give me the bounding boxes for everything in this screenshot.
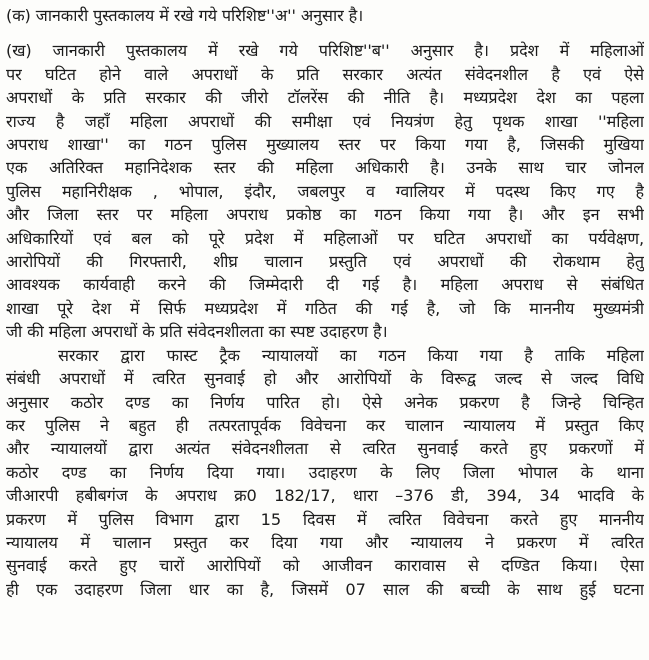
text-line: पुलिस महानिरीक्षक , भोपाल, इंदौर, जबलपुर व ग्वालियर में पदस्थ किए गए है	[6, 181, 644, 201]
text-line: जीआरपी हबीबगंज के अपराध क्र0 182/17, धारा –376 डी, 394, 34 भादवि के	[6, 486, 644, 506]
paragraph-fast-track	[6, 344, 644, 601]
paragraph-kha	[6, 39, 644, 343]
text-line: अधिकारियों एवं बल को पूरे प्रदेश में महिलाओं पर घटित अपराधों का पर्यवेक्षण,	[6, 228, 644, 248]
text-line: प्रकरण में पुलिस विभाग द्वारा 15 दिवस में त्वरित विवेचना करते हुए माननीय	[6, 509, 644, 529]
text-line: कठोर दण्ड का निर्णय दिया गया। उदाहरण के लिए जिला भोपाल के थाना	[6, 462, 644, 482]
text-line: न्यायालय में चालान प्रस्तुत कर दिया गया और न्यायालय ने प्रकरण में त्वरित	[6, 532, 644, 552]
text-line: संबंधी अपराधों में त्वरित सुनवाई हो और आरोपियों के विरूद्व जल्द से जल्द विधि	[6, 369, 644, 389]
text-line: सरकार द्वारा फास्ट ट्रैक न्यायालयों का गठन किया गया है ताकि महिला	[58, 345, 644, 365]
text-line: (ख) जानकारी पुस्तकालय में रखे गये परिशिष्ट''ब'' अनुसार है। प्रदेश में महिलाओं	[6, 41, 644, 61]
text-line: अपराध शाखा'' का गठन पुलिस मुख्यालय स्तर पर किया गया है, जिसकी मुखिया	[6, 135, 644, 155]
text-line: (क) जानकारी पुस्तकालय में रखे गये परिशिष्ट''अ'' अनुसार है।	[6, 6, 364, 25]
text-line: सुनवाई करते हुए चारों आरोपियों को आजीवन कारावास से दण्डित किया। ऐसा	[6, 556, 644, 576]
text-line: राज्य है जहाँ महिला अपराधों की समीक्षा एवं नियत्रंण हेतु पृथक शाखा ''महिला	[6, 111, 644, 131]
text-line: जी की महिला अपराधों के प्रति संवेदनशीलता का स्पष्ट उदाहरण है।	[6, 322, 388, 342]
text-line: आवश्यक कार्यवाही करने की जिम्मेदारी दी गई है। महिला अपराध से संबंधित	[6, 275, 644, 295]
text-line: शाखा पूरे देश में सिर्फ मध्यप्रदेश में गठित की गई है, जो कि माननीय मुख्यमंत्री	[6, 298, 644, 318]
text-line: पर घटित होने वाले अपराधों के प्रति सरकार अत्यंत संवेदनशील है एवं ऐसे	[6, 64, 644, 84]
text-line: और जिला स्तर पर महिला अपराध प्रकोष्ठ का गठन किया गया है। और इन सभी	[6, 205, 644, 225]
text-line: आरोपियों की गिरफ्तारी, शीघ्र चालान प्रस्तुति एवं अपराधों की रोकथाम हेतु	[6, 252, 644, 272]
text-line: एक अतिरिक्त महानिदेशक स्तर की महिला अधिकारी है। उनके साथ चार जोनल	[6, 158, 644, 178]
text-line: कर पुलिस ने बहुत ही तत्परतापूर्वक विवेचना कर चालान न्यायालय में प्रस्तुत किए	[6, 415, 644, 435]
text-line: अनुसार कठोर दण्ड का निर्णय पारित हो। ऐसे अनेक प्रकरण है जिन्हे चिन्हित	[6, 392, 644, 412]
text-line: और न्यायालयों द्वारा अत्यंत संवेदनशीलता से त्वरित सुनवाई करते हुए प्रकरणों में	[6, 439, 644, 459]
text-line: अपराधों के प्रति सरकार की जीरो टॉलरेंस की नीति है। मध्यप्रदेश देश का पहला	[6, 88, 644, 108]
text-line: ही एक उदाहरण जिला धार का है, जिसमें 07 साल की बच्ची के साथ हुई घटना	[6, 579, 644, 599]
paragraph-ka	[6, 4, 644, 27]
